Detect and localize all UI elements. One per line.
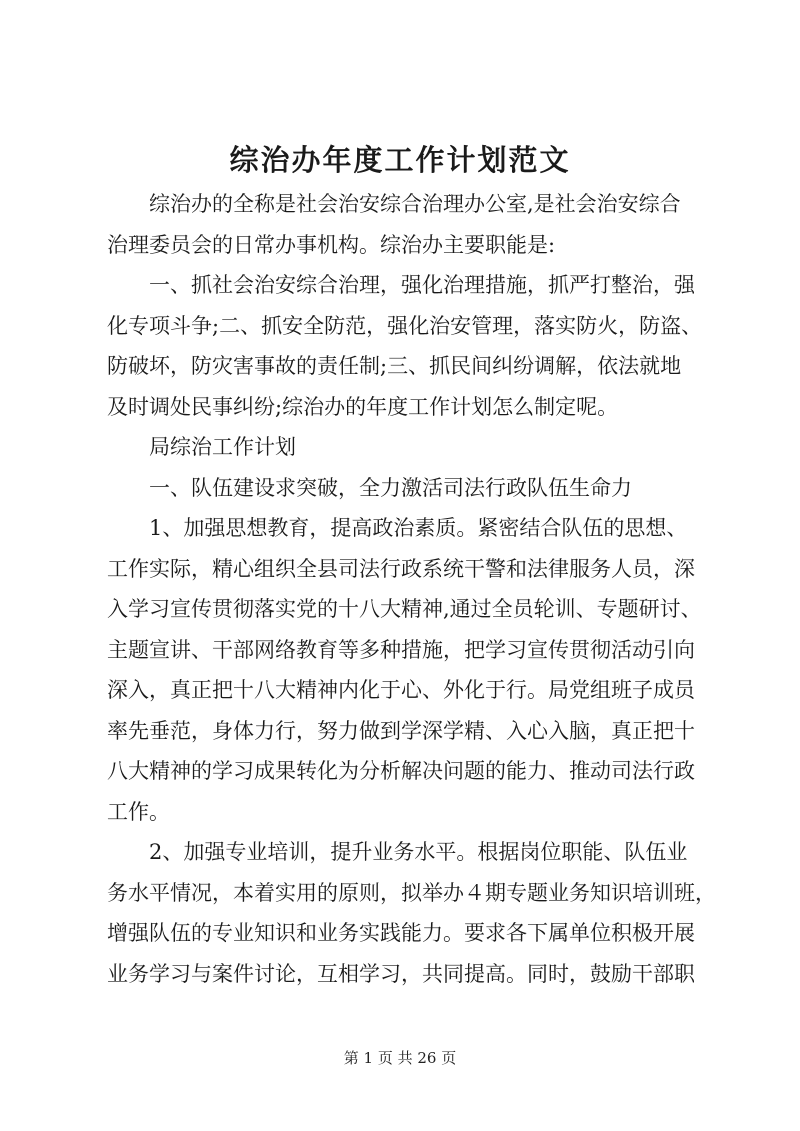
body-line: 治理委员会的日常办事机构。综治办主要职能是: [107,232,556,257]
page-number-footer: 第 1 页 共 26 页 [343,1049,457,1067]
body-line: 一、抓社会治安综合治理，强化治理措施，抓严打整治，强 [149,273,695,297]
body-line: 务水平情况，本着实用的原则，拟举办４期专题业务知识培训班， [107,880,716,905]
body-line: 八大精神的学习成果转化为分析解决问题的能力、推动司法行政 [107,759,695,783]
body-line: 2、加强专业培训，提升业务水平。根据岗位职能、队伍业 [149,840,688,864]
body-line: 防破坏，防灾害事故的责任制;三、抓民间纠纷调解，依法就地 [107,354,682,378]
body-line: 工作实际，精心组织全县司法行政系统干警和法律服务人员，深 [107,556,695,581]
body-line: 率先垂范，身体力行，努力做到学深学精、入心入脑，真正把十 [107,718,695,743]
body-line: 入学习宣传贯彻落实党的十八大精神,通过全员轮训、专题研讨、 [107,597,702,621]
body-line: 工作。 [107,799,170,824]
body-line: 业务学习与案件讨论，互相学习，共同提高。同时，鼓励干部职 [107,961,695,986]
body-line: 增强队伍的专业知识和业务实践能力。要求各下属单位积极开展 [107,921,695,945]
body-line: 深入，真正把十八大精神内化于心、外化于行。局党组班子成员 [107,678,695,702]
body-line: 综治办的全称是社会治安综合治理办公室,是社会治安综合 [149,192,681,216]
document-title: 综治办年度工作计划范文 [229,143,571,177]
document-body [107,184,716,994]
body-line: 及时调处民事纠纷;综治办的年度工作计划怎么制定呢。 [107,394,619,419]
body-line: 1、加强思想教育，提高政治素质。紧密结合队伍的思想、 [149,516,688,540]
body-line: 化专项斗争;二、抓安全防范，强化治安管理，落实防火，防盗、 [107,313,703,338]
body-line: 局综治工作计划 [149,435,296,459]
body-line: 主题宣讲、干部网络教育等多种措施，把学习宣传贯彻活动引向 [107,637,695,662]
body-line: 一、队伍建设求突破，全力激活司法行政队伍生命力 [149,475,632,500]
